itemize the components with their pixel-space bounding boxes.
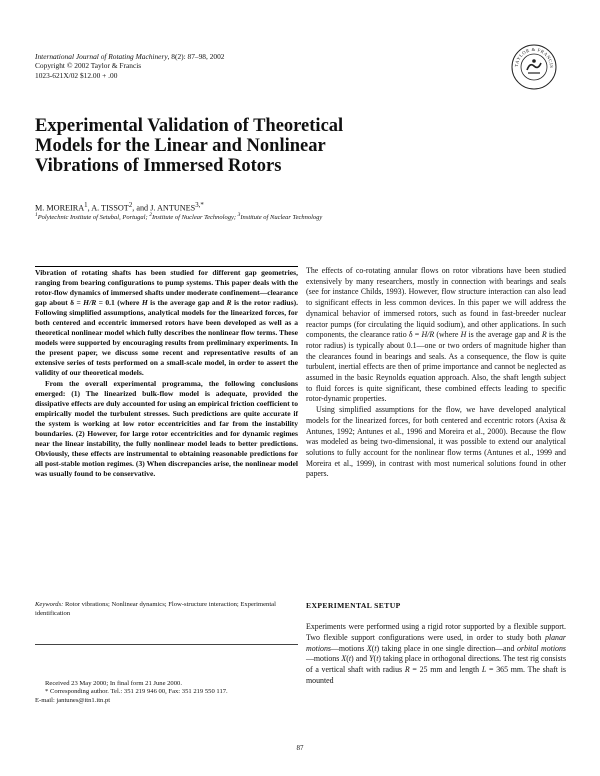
section-body: [306, 622, 566, 687]
title-line: Models for the Linear and Nonlinear: [35, 136, 326, 156]
keywords: [35, 601, 298, 618]
title-line: Experimental Validation of Theoretical: [35, 116, 344, 136]
abstract-paragraph: From the overall experimental programma, the following conclusions emerged: (1) The linearized bulk-flow model is adequate, provided the dissipative effects are duly accounted for using an empirical friction coefficient to empirically model the turbulent stresses. Such predictions are quite accurate if the system is working at low rotor eccentricities and far from the instability boundaries. (2) However, for large rotor eccentricities and for dynamic regimes near the linear instability, the fully nonlinear model leads to better predictions. Obviously, these effects are instrumental to obtaining reasonable predictions for all post-stable motion regimes. (3) When discrepancies arise, the nonlinear model was usually found to be conservative.: [35, 378, 298, 478]
title-line: Vibrations of Immersed Rotors: [35, 156, 282, 176]
abstract: [35, 268, 298, 479]
received-note: Received 23 May 2000; In final form 21 June 2000.: [45, 680, 182, 687]
keywords-label: Keywords:: [35, 601, 64, 608]
corresponding-author-note: * Corresponding author. Tel.: 351 219 946 00, Fax: 351 219 550 117.: [45, 688, 228, 696]
svg-text:TAYLOR & FRANCIS: TAYLOR & FRANCIS: [513, 46, 555, 69]
body-paragraph: Using simplified assumptions for the flow, we have developed analytical models for the linearized forces, for both centered and eccentric rotors (Axisa & Antunes, 1992; Antunes et al., 1996 and Moreira et al., 2000). Because the flow was modeled as being two-dimensional, it was possible to extend our analytical solutions to fully account for the nonlinear flow terms (Antunes et al., 1999 and Moreira et al., 1999), in contrast with most numerical solutions found in other papers.: [306, 405, 566, 479]
footnotes: [35, 680, 298, 705]
footnote-rule: [35, 644, 298, 645]
body-paragraph: The effects of co-rotating annular flows on rotor vibrations have been studied extensively by many researchers, mostly in connection with bearings and seals (see for instance Childs, 1993). However, flow structure interaction can also lead to significant effects in less common devices. In this paper we will address the dynamical behavior of immersed rotors, such as found in fast-breeder nuclear reactor pumps (for circulating the liquid sodium), and other applications. In such components, the clearance ratio δ = H/R (where H is the average gap and R is the rotor radius) is typically about 0.1—one or two orders of magnitude higher than the clearances found in bearings and seals. As a consequence, the flow is quite turbulent, inertial effects are then of prime importance and cannot be neglected as assumed in the basic Reynolds equation approach. Also, the shaft length subject to fluid forces is quite significant, these combined effects leading to specific rotor-dynamic properties.: [306, 266, 566, 404]
affil-text: Institute of Nuclear Technology: [240, 214, 323, 222]
email-note: E-mail: jantunes@itn1.itn.pt: [35, 696, 111, 704]
abstract-paragraph: Vibration of rotating shafts has been studied for different gap geometries, ranging from bearing configurations to pump systems. This paper deals with the rotor-flow dynamics of immersed shafts under moderate confinement—clearance gap about δ = H/R = 0.1 (where H is the average gap and R is the rotor radius). Following simplified assumptions, analytical models for the linearized forces, for both centered and eccentric immersed rotors have been developed as well as a theoretical nonlinear model which fully describes the nonlinear flow terms. These models were supported by encouraging results from preliminary experiments. In the present paper, we discuss some recent and representative results of an extensive series of tests performed on a small-scale model, in order to assert the validity of our theoretical models.: [35, 268, 299, 378]
author-affil-mark: 2: [128, 202, 133, 209]
affil-text: Institute of Nuclear Technology;: [151, 214, 238, 222]
introduction-body: [306, 266, 566, 480]
section-heading: EXPERIMENTAL SETUP: [306, 601, 401, 610]
publisher-seal-logo: [510, 43, 558, 91]
journal-citation: [35, 52, 224, 61]
issn-line: 1023-621X/02 $12.00 + .00: [35, 70, 118, 80]
journal-name: International Journal of Rotating Machinery: [35, 52, 168, 61]
affil-mark: 1: [35, 212, 38, 218]
affil-text: Polytechnic Institute of Setubal, Portugal;: [37, 214, 150, 222]
abstract-top-rule: [35, 266, 298, 267]
author-name: , A. TISSOT: [87, 203, 129, 213]
affiliations: [35, 211, 322, 222]
author-name: M. MOREIRA: [35, 203, 85, 213]
body-paragraph: Experiments were performed using a rigid rotor supported by a flexible support. Two flexible support configurations were used, in order to study both planar motions—motions X(t) taking place in one single direction—and orbital motions—motions X(t) and Y(t) taking place in orthogonal directions. The test rig consists of a vertical shaft with radius R = 25 mm and length L = 365 mm. The shaft is mounted: [306, 622, 567, 685]
author-affil-mark: 3,*: [195, 202, 204, 209]
page-number: 87: [296, 744, 304, 752]
affil-mark: 2: [149, 212, 152, 218]
article-title: [35, 116, 365, 176]
keywords-text: Rotor vibrations; Nonlinear dynamics; Flow-structure interaction; Experimental identification: [35, 601, 276, 617]
affil-mark: 3: [237, 212, 241, 218]
journal-header: [35, 52, 224, 80]
author-name: , and J. ANTUNES: [132, 203, 196, 213]
journal-volume: , 8(2): 87–98, 2002: [167, 52, 225, 61]
author-affil-mark: 1: [84, 202, 88, 209]
copyright-line: Copyright © 2002 Taylor & Francis: [35, 61, 142, 71]
